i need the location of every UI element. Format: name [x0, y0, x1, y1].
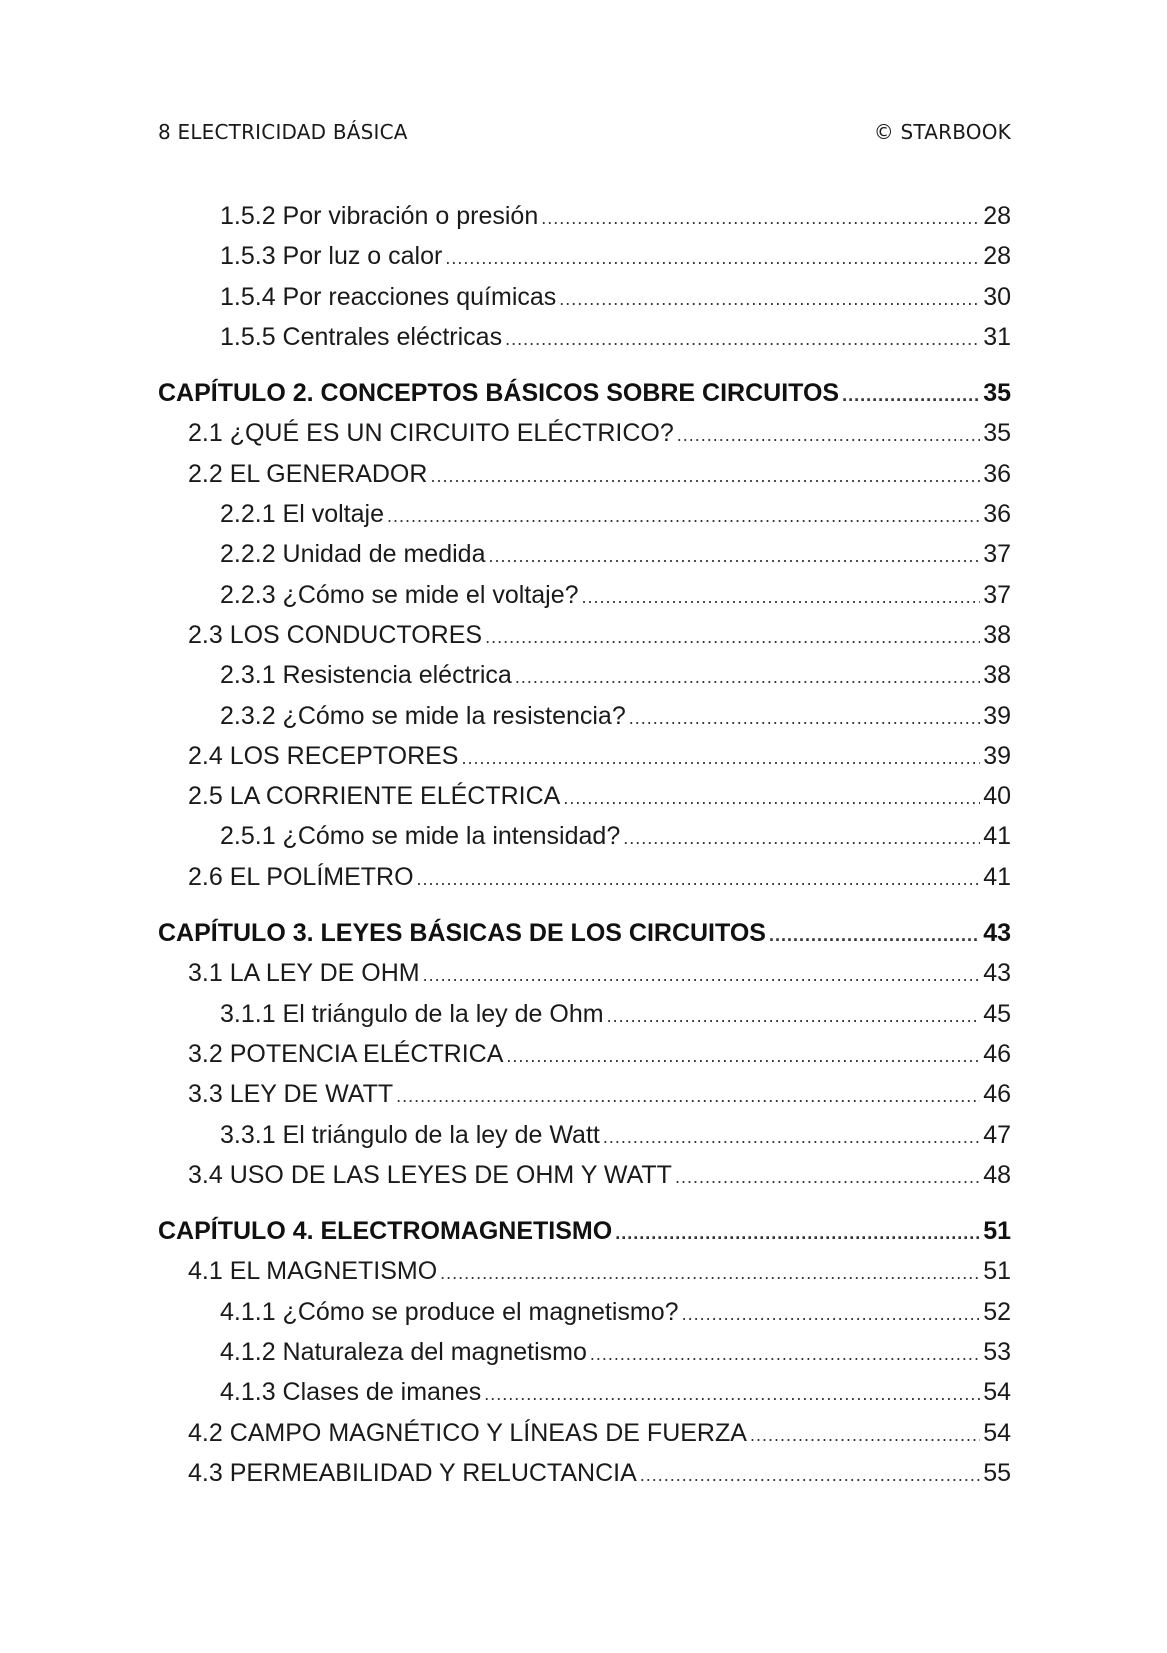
- toc-dot-leader: [445, 238, 980, 278]
- toc-entry-title: 2.3.1 Resistencia eléctrica: [220, 661, 512, 690]
- toc-entry: [158, 1034, 1011, 1074]
- toc-entry-title: 3.1 LA LEY DE OHM: [188, 959, 420, 988]
- toc-dot-leader: [640, 1455, 980, 1495]
- toc-entry-page: 36: [983, 459, 1011, 488]
- toc-entry-page: 53: [983, 1338, 1011, 1367]
- toc-entry-page: 51: [983, 1217, 1011, 1246]
- toc-entry-page: 51: [983, 1257, 1011, 1286]
- toc-entry: [158, 196, 1011, 236]
- toc-entry-page: 54: [983, 1418, 1011, 1447]
- toc-entry: [158, 534, 1011, 574]
- toc-dot-leader: [396, 1076, 980, 1116]
- toc-entry-page: 47: [983, 1120, 1011, 1149]
- toc-entry-page: 28: [983, 242, 1011, 271]
- toc-entry-page: 46: [983, 1080, 1011, 1109]
- toc-entry-page: 37: [983, 540, 1011, 569]
- toc-entry-title: 2.3.2 ¿Cómo se mide la resistencia?: [220, 701, 626, 730]
- toc-entry: [158, 454, 1011, 494]
- toc-dot-leader: [423, 955, 981, 995]
- toc-entry-page: 40: [983, 782, 1011, 811]
- header-publisher: © STARBOOK: [873, 120, 1011, 144]
- toc-entry: [158, 1115, 1011, 1155]
- toc-chapter-entry: [158, 1211, 1011, 1251]
- toc-entry-page: 38: [983, 620, 1011, 649]
- table-of-contents: [158, 196, 1011, 1493]
- toc-entry-page: 31: [983, 322, 1011, 351]
- toc-entry: [158, 857, 1011, 897]
- toc-dot-leader: [417, 859, 981, 899]
- toc-dot-leader: [682, 1294, 981, 1334]
- toc-entry-page: 55: [983, 1458, 1011, 1487]
- toc-entry: [158, 736, 1011, 776]
- toc-entry: [158, 816, 1011, 856]
- toc-entry-title: 2.5 LA CORRIENTE ELÉCTRICA: [188, 782, 561, 811]
- toc-entry-page: 28: [983, 202, 1011, 230]
- toc-entry-title: 2.2.3 ¿Cómo se mide el voltaje?: [220, 580, 579, 609]
- toc-dot-leader: [750, 1415, 980, 1455]
- header-book-title: 8 ELECTRICIDAD BÁSICA: [158, 120, 408, 144]
- running-header: [158, 120, 1011, 144]
- toc-dot-leader: [488, 536, 980, 576]
- toc-entry-page: 36: [983, 500, 1011, 529]
- toc-entry-page: 43: [983, 959, 1011, 988]
- toc-chapter-entry: [158, 373, 1011, 413]
- toc-dot-leader: [505, 319, 980, 359]
- toc-entry-title: 2.5.1 ¿Cómo se mide la intensidad?: [220, 822, 621, 851]
- toc-entry-title: 2.2 EL GENERADOR: [188, 459, 428, 488]
- toc-dot-leader: [607, 996, 981, 1036]
- toc-entry: [158, 413, 1011, 453]
- toc-entry-page: 43: [983, 919, 1011, 948]
- toc-entry-title: 2.1 ¿QUÉ ES UN CIRCUITO ELÉCTRICO?: [188, 419, 674, 448]
- toc-dot-leader: [440, 1253, 980, 1293]
- toc-dot-leader: [485, 617, 980, 657]
- toc-entry: [158, 1292, 1011, 1332]
- toc-entry-page: 41: [983, 822, 1011, 851]
- toc-dot-leader: [615, 1213, 980, 1253]
- toc-entry-title: 4.3 PERMEABILIDAD Y RELUCTANCIA: [188, 1458, 637, 1487]
- toc-entry-title: 4.1.3 Clases de imanes: [220, 1378, 482, 1407]
- toc-entry: [158, 236, 1011, 276]
- toc-entry-title: 2.2.2 Unidad de medida: [220, 540, 486, 569]
- toc-entry-title: 4.1.2 Naturaleza del magnetismo: [220, 1338, 587, 1367]
- toc-entry-page: 39: [983, 741, 1011, 770]
- toc-dot-leader: [603, 1117, 980, 1157]
- toc-entry: [158, 1074, 1011, 1114]
- toc-entry-page: 41: [983, 862, 1011, 891]
- toc-entry-title: 3.1.1 El triángulo de la ley de Ohm: [220, 999, 604, 1028]
- toc-dot-leader: [623, 818, 980, 858]
- toc-entry-page: 39: [983, 701, 1011, 730]
- toc-dot-leader: [842, 375, 980, 415]
- toc-entry-page: 54: [983, 1378, 1011, 1407]
- toc-entry: [158, 317, 1011, 357]
- toc-entry: [158, 1372, 1011, 1412]
- toc-dot-leader: [559, 279, 980, 319]
- toc-entry-title: 2.2.1 El voltaje: [220, 500, 384, 529]
- toc-entry-page: 30: [983, 282, 1011, 311]
- toc-dot-leader: [590, 1334, 980, 1374]
- toc-dot-leader: [387, 496, 980, 536]
- toc-entry-title: 2.3 LOS CONDUCTORES: [188, 620, 483, 649]
- toc-entry-title: 4.1 EL MAGNETISMO: [188, 1257, 438, 1286]
- toc-dot-leader: [461, 738, 980, 778]
- toc-entry-title: 2.6 EL POLÍMETRO: [188, 862, 414, 891]
- toc-entry-page: 35: [983, 379, 1011, 408]
- toc-entry-title: CAPÍTULO 4. ELECTROMAGNETISMO: [158, 1217, 613, 1246]
- toc-entry-page: 46: [983, 1039, 1011, 1068]
- toc-dot-leader: [677, 415, 980, 455]
- toc-entry: [158, 776, 1011, 816]
- toc-entry: [158, 575, 1011, 615]
- toc-dot-leader: [675, 1157, 980, 1197]
- toc-entry: [158, 994, 1011, 1034]
- toc-entry-title: CAPÍTULO 2. CONCEPTOS BÁSICOS SOBRE CIRCUITOS: [158, 379, 840, 408]
- toc-entry-title: 1.5.5 Centrales eléctricas: [220, 322, 503, 351]
- toc-entry-title: 1.5.4 Por reacciones químicas: [220, 282, 557, 311]
- toc-entry: [158, 1453, 1011, 1493]
- toc-entry: [158, 1413, 1011, 1453]
- toc-entry: [158, 1332, 1011, 1372]
- toc-entry: [158, 953, 1011, 993]
- toc-dot-leader: [541, 198, 980, 238]
- toc-entry: [158, 277, 1011, 317]
- toc-entry-title: 4.1.1 ¿Cómo se produce el magnetismo?: [220, 1297, 679, 1326]
- toc-dot-leader: [563, 778, 980, 818]
- toc-entry-title: 2.4 LOS RECEPTORES: [188, 741, 459, 770]
- toc-entry-page: 38: [983, 661, 1011, 690]
- toc-entry: [158, 1251, 1011, 1291]
- toc-entry-page: 48: [983, 1160, 1011, 1189]
- toc-entry: [158, 655, 1011, 695]
- toc-entry: [158, 615, 1011, 655]
- toc-entry: [158, 1155, 1011, 1195]
- toc-entry-title: 1.5.3 Por luz o calor: [220, 242, 443, 271]
- toc-entry-title: 3.3.1 El triángulo de la ley de Watt: [220, 1120, 600, 1149]
- toc-entry-page: 52: [983, 1297, 1011, 1326]
- toc-dot-leader: [484, 1374, 980, 1414]
- toc-entry-title: 4.2 CAMPO MAGNÉTICO Y LÍNEAS DE FUERZA: [188, 1418, 747, 1447]
- toc-entry-page: 35: [983, 419, 1011, 448]
- toc-entry-page: 37: [983, 580, 1011, 609]
- toc-dot-leader: [430, 456, 980, 496]
- toc-entry-title: CAPÍTULO 3. LEYES BÁSICAS DE LOS CIRCUITOS: [158, 919, 766, 948]
- toc-entry-title: 3.3 LEY DE WATT: [188, 1080, 394, 1109]
- toc-entry-title: 3.4 USO DE LAS LEYES DE OHM Y WATT: [188, 1160, 672, 1189]
- toc-entry: [158, 494, 1011, 534]
- toc-entry-page: 45: [983, 999, 1011, 1028]
- toc-entry-title: 3.2 POTENCIA ELÉCTRICA: [188, 1039, 504, 1068]
- toc-dot-leader: [582, 577, 981, 617]
- toc-dot-leader: [506, 1036, 980, 1076]
- toc-entry: [158, 696, 1011, 736]
- toc-dot-leader: [769, 915, 980, 955]
- toc-dot-leader: [629, 698, 980, 738]
- toc-dot-leader: [515, 657, 980, 697]
- toc-chapter-entry: [158, 913, 1011, 953]
- toc-entry-title: 1.5.2 Por vibración o presión: [220, 202, 539, 230]
